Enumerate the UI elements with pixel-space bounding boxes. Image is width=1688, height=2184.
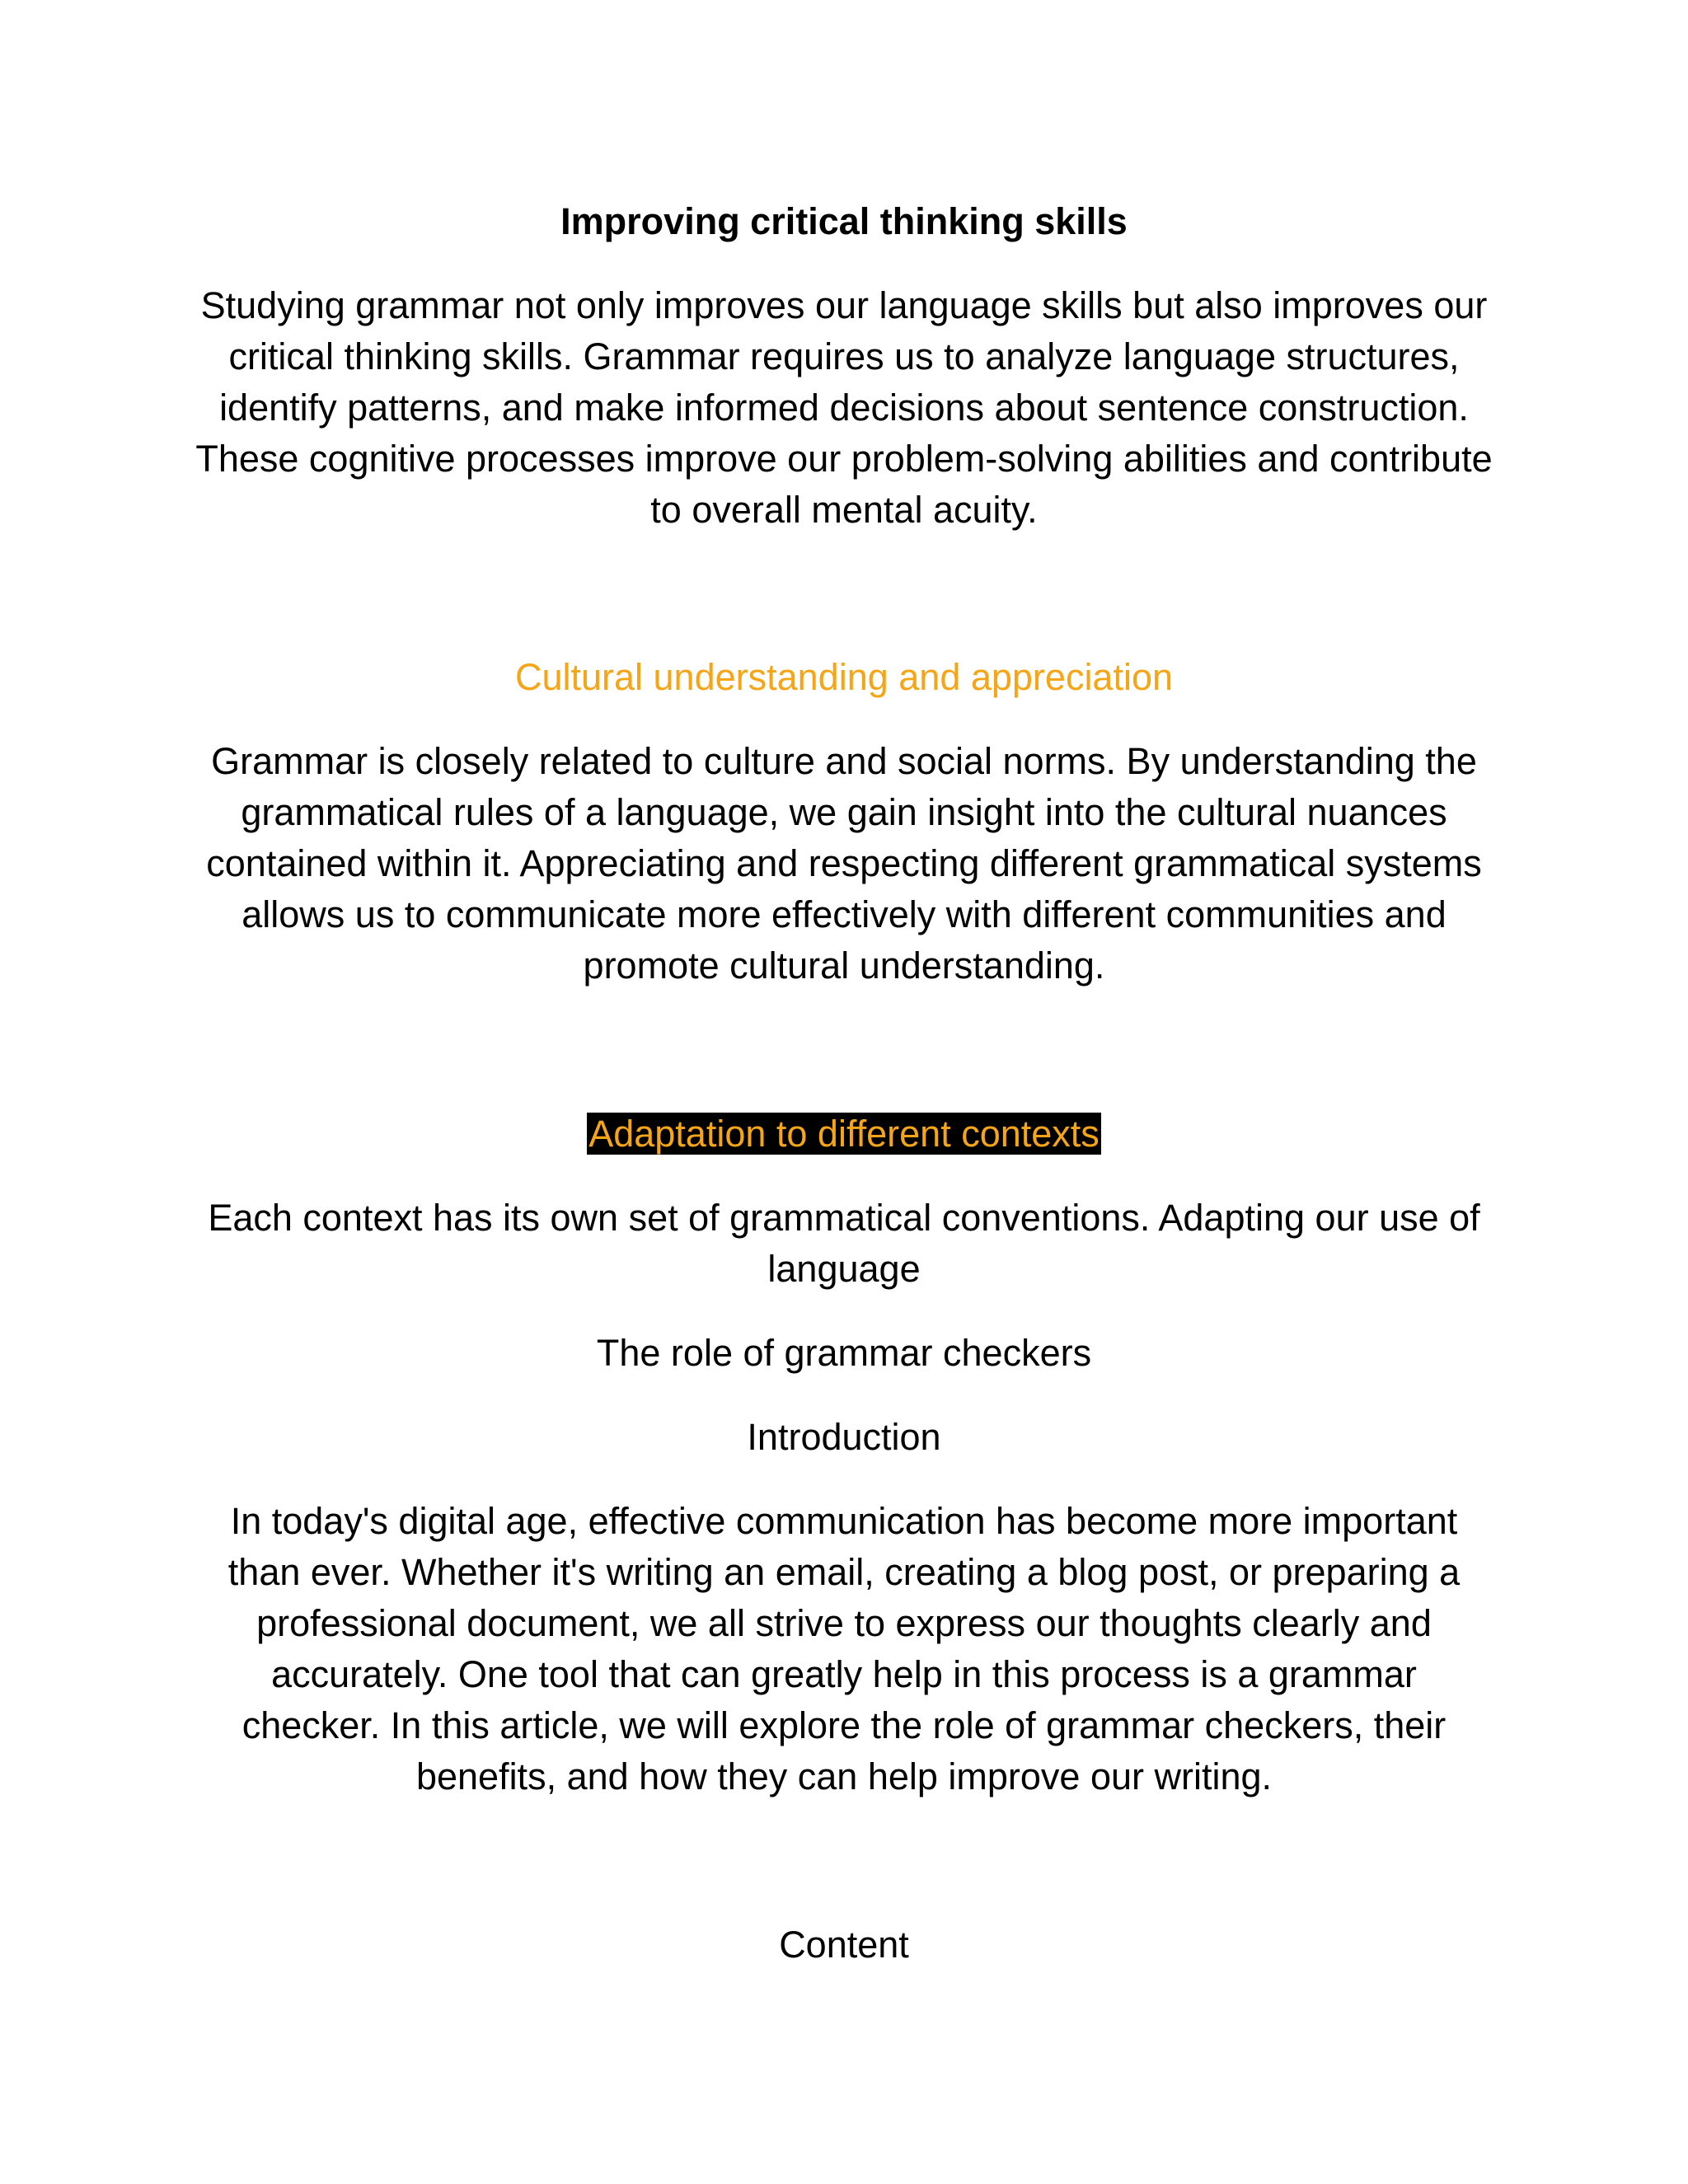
paragraph-cultural-understanding: Grammar is closely related to culture and social norms. By understanding the grammatical rules of a language, we gain insight into the cultural nuances contained within it. Appreciating and respecting different grammatical systems allows us to communicate more effectively with different communities and promote cultural understanding. [206, 740, 1482, 987]
paragraph-introduction: In today's digital age, effective communication has become more important than ever. Whether it's writing an email, creating a blog post, or preparing a professional document, we all strive to express our thoughts clearly and accurately. One tool that can greatly help in this process is a grammar checker. In this article, we will explore the role of grammar checkers, their benefits, and how they can help improve our writing. [227, 1500, 1461, 1797]
section-heading-grammar-checkers: The role of grammar checkers [596, 1332, 1092, 1374]
section-heading-cultural-understanding: Cultural understanding and appreciation [514, 656, 1174, 698]
subheading-introduction: Introduction [747, 1416, 941, 1458]
section-heading-content: Content [779, 1924, 909, 1966]
section-heading-adaptation: Adaptation to different contexts [588, 1113, 1100, 1155]
paragraph-adaptation: Each context has its own set of grammatical conventions. Adapting our use of language [208, 1197, 1480, 1290]
section-heading-critical-thinking: Improving critical thinking skills [560, 200, 1128, 242]
section-heading-adaptation-wrapper [190, 1108, 1498, 1160]
paragraph-critical-thinking: Studying grammar not only improves our language skills but also improves our critical thinking skills. Grammar requires us to analyze language structures, identify patterns, and make informed decisions about sentence construction. These cognitive processes improve our problem-solving abilities and contribute to overall mental acuity. [195, 284, 1493, 531]
